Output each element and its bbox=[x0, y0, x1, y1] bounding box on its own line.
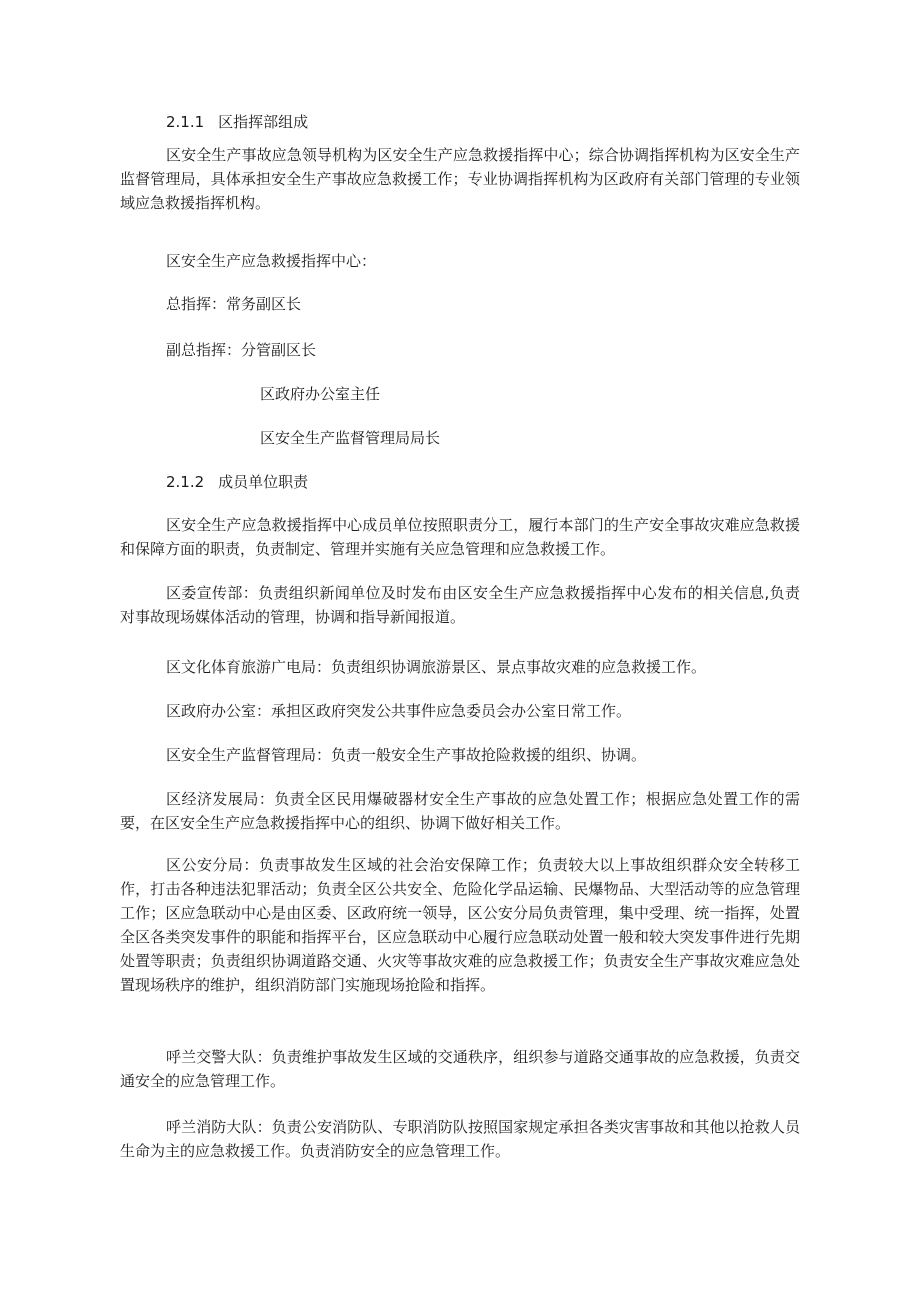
deputy-commander-line-2: 区政府办公室主任 bbox=[260, 385, 381, 403]
paragraph-fire: 呼兰消防大队：负责公安消防队、专职消防队按照国家规定承担各类灾害事故和其他以抢救人员生命为主的应急救援工作。负责消防安全的应急管理工作。 bbox=[120, 1118, 800, 1160]
section-title: 成员单位职责 bbox=[218, 473, 309, 491]
section-title: 区指挥部组成 bbox=[218, 113, 309, 131]
deputy-commander-line: 副总指挥：分管副区长 bbox=[166, 341, 317, 359]
section-number: 2.1.1 bbox=[166, 113, 205, 131]
paragraph-economy: 区经济发展局：负责全区民用爆破器材安全生产事故的应急处置工作；根据应急处置工作的需要，在区安全生产应急救援指挥中心的组织、协调下做好相关工作。 bbox=[120, 790, 800, 832]
chief-commander-line: 总指挥：常务副区长 bbox=[166, 295, 302, 313]
section-heading-2-1-2 bbox=[166, 471, 308, 493]
paragraph-office: 区政府办公室：承担区政府突发公共事件应急委员会办公室日常工作。 bbox=[166, 702, 632, 720]
deputy-commander-line-3: 区安全生产监督管理局局长 bbox=[260, 429, 441, 447]
paragraph-members: 区安全生产应急救援指挥中心成员单位按照职责分工，履行本部门的生产安全事故灾难应急救援和保障方面的职责，负责制定、管理并实施有关应急管理和应急救援工作。 bbox=[120, 516, 800, 558]
paragraph-propaganda: 区委宣传部：负责组织新闻单位及时发布由区安全生产应急救援指挥中心发布的相关信息,负责对事故现场媒体活动的管理，协调和指导新闻报道。 bbox=[120, 584, 800, 626]
section-heading-2-1-1 bbox=[166, 111, 308, 133]
center-label: 区安全生产应急救援指挥中心： bbox=[166, 252, 377, 270]
section-number: 2.1.2 bbox=[166, 473, 205, 491]
paragraph-police: 区公安分局：负责事故发生区域的社会治安保障工作；负责较大以上事故组织群众安全转移工作，打击各种违法犯罪活动；负责全区公共安全、危险化学品运输、民爆物品、大型活动等的应急管理工作；区应急联动中心是由区委、区政府统一领导，区公安分局负责管理，集中受理、统一指挥，处置全区各类突发事件的职能和指挥平台，区应急联动中心履行应急联动处置一般和较大突发事件进行先期处置等职责；负责组织协调道路交通、火灾等事故灾难的应急救援工作；负责安全生产事故灾难应急处置现场秩序的维护，组织消防部门实施现场抢险和指挥。 bbox=[120, 856, 800, 994]
paragraph-culture: 区文化体育旅游广电局：负责组织协调旅游景区、景点事故灾难的应急救援工作。 bbox=[166, 658, 707, 676]
paragraph-traffic: 呼兰交警大队：负责维护事故发生区域的交通秩序，组织参与道路交通事故的应急救援，负责交通安全的应急管理工作。 bbox=[120, 1048, 800, 1090]
paragraph-safety: 区安全生产监督管理局：负责一般安全生产事故抢险救援的组织、协调。 bbox=[166, 746, 647, 764]
paragraph-intro: 区安全生产事故应急领导机构为区安全生产应急救援指挥中心；综合协调指挥机构为区安全生产监督管理局，具体承担安全生产事故应急救援工作；专业协调指挥机构为区政府有关部门管理的专业领域应急救援指挥机构。 bbox=[120, 146, 800, 212]
